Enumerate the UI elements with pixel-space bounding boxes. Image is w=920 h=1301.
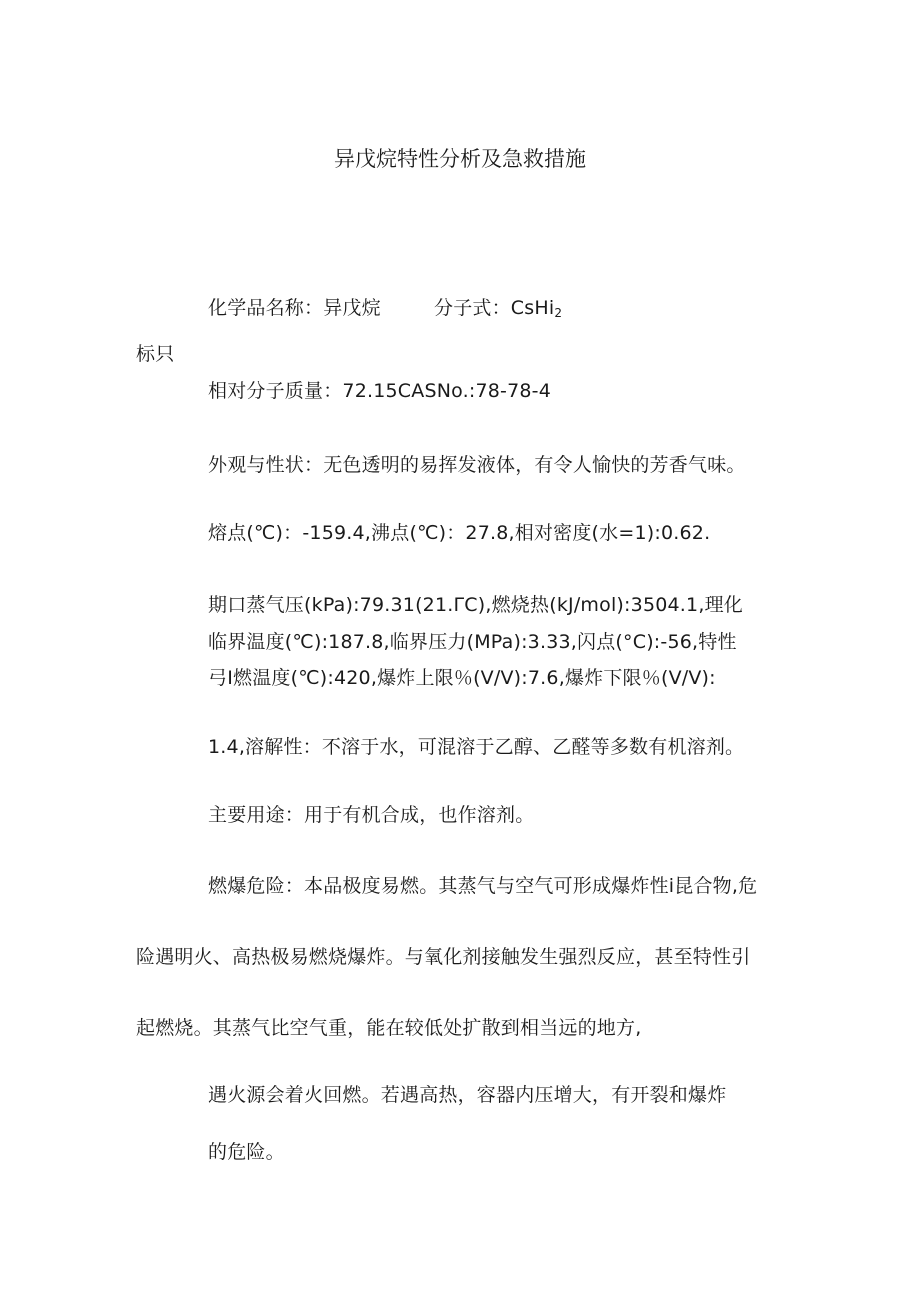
hazard-line-3: 起燃烧。其蒸气比空气重，能在较低处扩散到相当远的地方, xyxy=(136,1017,642,1039)
solubility-line: 1.4,溶解性：不溶于水，可混溶于乙醇、乙醛等多数有机溶剂。 xyxy=(208,736,745,758)
hazard-line-1: 燃爆危险：本品极度易燃。其蒸气与空气可形成爆炸性i昆合物,危 xyxy=(208,875,758,897)
usage-line: 主要用途：用于有机合成，也作溶剂。 xyxy=(208,804,535,826)
hazard-line-2: 险遇明火、高热极易燃烧爆炸。与氧化剂接触发生强烈反应，甚至特性引 xyxy=(136,946,751,968)
melting-point-line: 熔点(℃)：-159.4,沸点(℃)：27.8,相对密度(水=1):0.62. xyxy=(208,522,711,544)
molecular-mass-line: 相对分子质量：72.15CASNo.:78-78-4 xyxy=(208,380,552,402)
vapor-pressure-line: 期口蒸气压(kPa):79.31(21.ΓC),燃烧热(kJ∕mol):3504.1,理化 xyxy=(208,594,743,616)
formula-text: 分子式：CsHi xyxy=(434,297,555,319)
chemical-name: 化学品名称：异戊烷 xyxy=(208,297,381,319)
side-label: 标只 xyxy=(136,343,175,365)
page-title: 异戊烷特性分析及急救措施 xyxy=(334,147,586,171)
hazard-line-4: 遇火源会着火回燃。若遇高热，容器内压增大，有开裂和爆炸 xyxy=(208,1084,727,1106)
critical-temperature-line: 临界温度(℃):187.8,临界压力(MPa):3.33,闪点(°C):-56,特性 xyxy=(208,631,737,653)
molecular-formula xyxy=(434,296,562,325)
hazard-line-5: 的危险。 xyxy=(208,1141,285,1163)
formula-subscript: 2 xyxy=(554,306,563,320)
ignition-temperature-line: 弓I燃温度(℃):420,爆炸上限％(V∕V):7.6,爆炸下限％(V∕V): xyxy=(208,667,716,689)
appearance-line: 外观与性状：无色透明的易挥发液体，有令人愉快的芳香气味。 xyxy=(208,454,746,476)
